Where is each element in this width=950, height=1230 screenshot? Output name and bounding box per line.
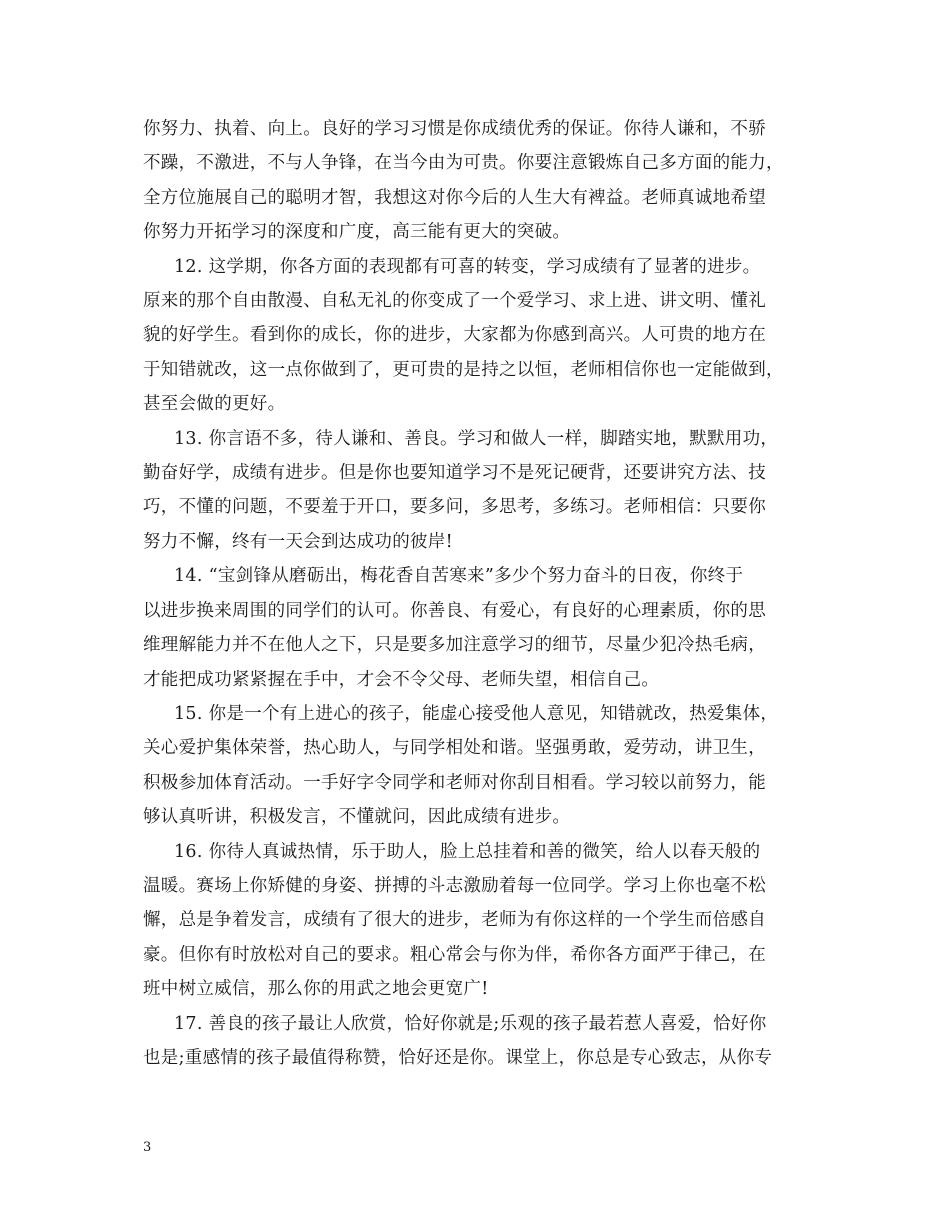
text-line: 13. 你言语不多，待人谦和、善良。学习和做人一样，脚踏实地，默默用功， (174, 428, 779, 449)
text-line: 以进步换来周围的同学们的认可。你善良、有爱心，有良好的心理素质，你的思 (143, 600, 766, 621)
text-line: 不躁，不激进，不与人争锋，在当今由为可贵。你要注意锻炼自己多方面的能力， (143, 153, 784, 174)
text-line: 关心爱护集体荣誉，热心助人，与同学相处和谐。坚强勇敢，爱劳动，讲卫生， (143, 738, 766, 759)
paragraph-12 (143, 250, 818, 422)
paragraph-13 (143, 422, 818, 560)
text-line: 维理解能力并不在他人之下，只是要多加注意学习的细节，尽量少犯冷热毛病， (143, 635, 766, 656)
text-line: 你努力、执着、向上。良好的学习习惯是你成绩优秀的保证。你待人谦和，不骄 (143, 119, 766, 139)
text-line: 貌的好学生。看到你的成长，你的进步，大家都为你感到高兴。人可贵的地方在 (143, 325, 766, 346)
text-line: 全方位施展自己的聪明才智，我想这对你今后的人生大有裨益。老师真诚地希望 (143, 187, 766, 208)
text-line: 14. “宝剑锋从磨砺出，梅花香自苦寒来”多少个努力奋斗的日夜，你终于 (174, 566, 744, 587)
paragraph-16 (143, 835, 818, 1007)
text-line: 够认真听讲，积极发言，不懂就问，因此成绩有进步。 (143, 807, 571, 828)
text-line: 甚至会做的更好。 (143, 394, 286, 415)
paragraph-15 (143, 697, 818, 835)
text-line: 温暖。赛场上你矫健的身姿、拼搏的斗志激励着每一位同学。学习上你也毫不松 (143, 875, 766, 896)
paragraph-14 (143, 559, 818, 697)
text-line: 原来的那个自由散漫、自私无礼的你变成了一个爱学习、求上进、讲文明、懂礼 (143, 291, 766, 312)
text-line: 于知错就改，这一点你做到了，更可贵的是持之以恒，老师相信你也一定能做到， (143, 359, 784, 380)
text-line: 勤奋好学，成绩有进步。但是你也要知道学习不是死记硬背，还要讲究方法、技 (143, 463, 766, 484)
text-line: 15. 你是一个有上进心的孩子，能虚心接受他人意见，知错就改，热爱集体， (174, 703, 779, 724)
text-line: 懈，总是争着发言，成绩有了很大的进步，老师为有你这样的一个学生而倍感自 (143, 910, 766, 931)
page-number: 3 (143, 1140, 152, 1155)
text-line: 16. 你待人真诚热情，乐于助人，脸上总挂着和善的微笑，给人以春天般的 (174, 841, 761, 862)
text-line: 你努力开拓学习的深度和广度，高三能有更大的突破。 (143, 222, 571, 243)
text-line: 努力不懈，终有一天会到达成功的彼岸! (143, 531, 453, 552)
text-line: 12. 这学期，你各方面的表现都有可喜的转变，学习成绩有了显著的进步。 (174, 256, 761, 277)
paragraph-17 (143, 1007, 818, 1076)
text-line: 巧，不懂的问题，不要羞于开口，要多问，多思考，多练习。老师相信：只要你 (143, 497, 766, 518)
paragraph-continuation (143, 112, 818, 250)
text-line: 豪。但你有时放松对自己的要求。粗心常会与你为伴，希你各方面严于律己，在 (143, 944, 766, 965)
text-line: 17. 善良的孩子最让人欣赏，恰好你就是;乐观的孩子最若惹人喜爱，恰好你 (174, 1013, 767, 1034)
text-line: 才能把成功紧紧握在手中，才会不令父母、老师失望，相信自己。 (143, 669, 660, 690)
text-line: 也是;重感情的孩子最值得称赞，恰好还是你。课堂上，你总是专心致志，从你专 (143, 1047, 773, 1068)
text-line: 班中树立威信，那么你的用武之地会更宽广! (143, 979, 489, 1000)
body-text (143, 112, 818, 1075)
text-line: 积极参加体育活动。一手好字令同学和老师对你刮目相看。学习较以前努力，能 (143, 772, 766, 793)
